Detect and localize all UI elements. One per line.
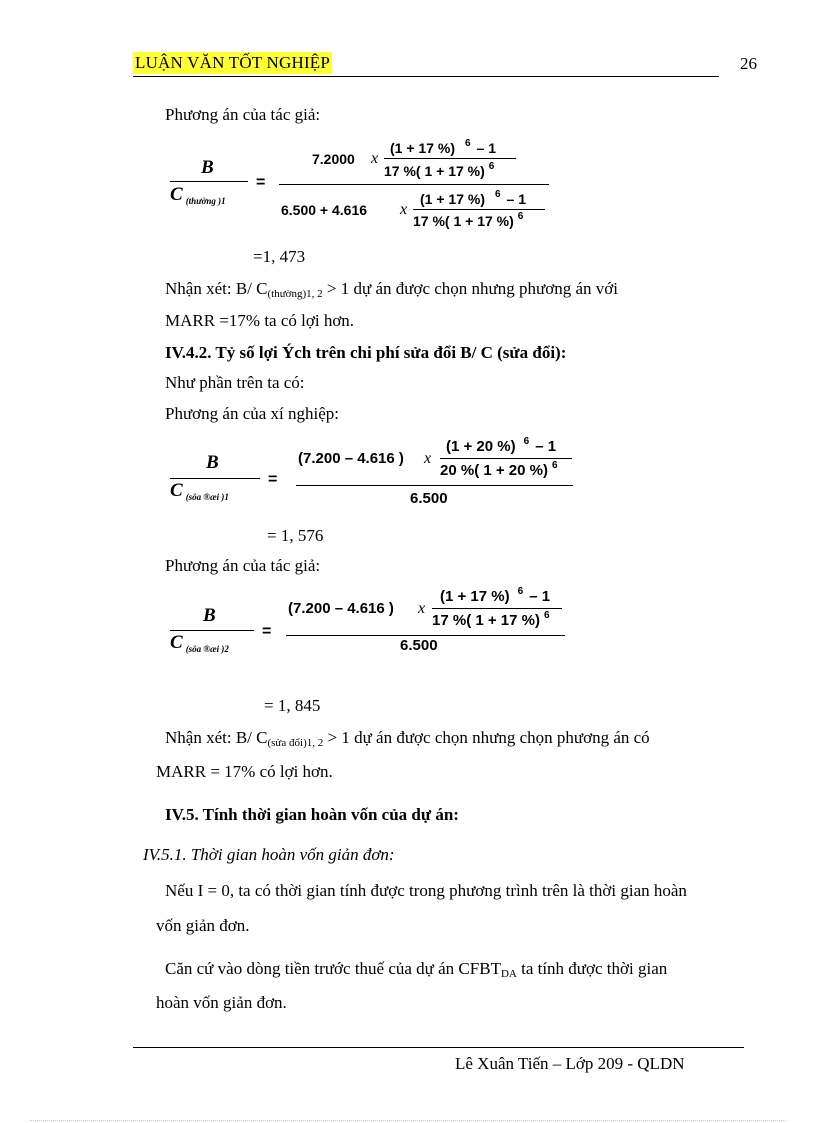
paragraph-2-line-1: Căn cứ vào dòng tiền trước thuế của dự án $CFBT_{DA}$ ta tính được thời gian — [165, 959, 668, 980]
eq2-lead: (7.200 – 4.616 ) — [298, 450, 404, 467]
author-option-label-2: Phương án của tác giả: — [165, 556, 321, 575]
page-edge-dashed-line — [30, 1120, 786, 1121]
remark-1-line-1: Nhận xét: B/ $C_{(thường)1, 2} > 1$ dự án được chọn nhưng phương án với — [165, 279, 618, 300]
as-above-text: Như phần trên ta có: — [165, 373, 305, 392]
remark-2-line-2: MARR = 17% có lợi hơn. — [156, 762, 333, 781]
eq3-inner-bar — [432, 608, 562, 609]
eq1-equals: = — [256, 174, 266, 191]
eq3-denominator: 6.500 — [400, 637, 438, 654]
eq3-frac-den: 17 %( 1 + 17 %) $^6$ — [432, 610, 550, 629]
eq2-inner-bar — [440, 458, 572, 459]
result-2: = 1, 576 — [267, 526, 324, 545]
section-heading-4-5: IV.5. Tính thời gian hoàn vốn của dự án: — [165, 805, 459, 824]
result-1: =1, 473 — [253, 247, 306, 266]
eq1-den-lead: 6.500 + 4.616 — [281, 202, 368, 218]
section-heading-4-5-1: IV.5.1. Thời gian hoàn vốn giản đơn: — [143, 845, 395, 864]
eq1-lhs-numerator: B — [201, 157, 214, 178]
eq1-lhs-fraction-bar — [170, 181, 248, 182]
paragraph-1-line-2: vốn giản đơn. — [156, 916, 250, 935]
enterprise-option-label: Phương án của xí nghiệp: — [165, 404, 340, 423]
eq3-main-fraction-bar — [286, 635, 565, 636]
eq1-lhs-denominator: C $_{(thường )1}$ — [170, 184, 226, 206]
eq1-num-coef: 7.2000 — [312, 151, 355, 167]
author-option-label-1: Phương án của tác giả: — [165, 105, 321, 124]
eq1-num-times: x — [371, 150, 379, 167]
header-title: LUẬN VĂN TỐT NGHIỆP — [135, 53, 331, 72]
eq3-lead: (7.200 – 4.616 ) — [288, 600, 394, 617]
eq2-equals: = — [268, 471, 278, 488]
header-rule — [133, 76, 719, 77]
eq2-times: x — [424, 450, 432, 467]
remark-1-line-2: MARR =17% ta có lợi hơn. — [165, 311, 355, 330]
eq2-main-fraction-bar — [296, 485, 573, 486]
paragraph-1-line-1: Nếu I = 0, ta có thời gian tính được trong phương trình trên là thời gian hoàn — [165, 881, 687, 900]
eq1-den-frac-den: 17 %( 1 + 17 %) $^6$ — [413, 211, 524, 229]
eq2-frac-den: 20 %( 1 + 20 %) $^6$ — [440, 460, 558, 479]
eq1-den-frac-num: (1 + 17 %) $^6$ – 1 — [420, 189, 527, 207]
eq3-lhs-numerator: B — [203, 605, 216, 626]
eq3-frac-num: (1 + 17 %) $^6$ – 1 — [440, 586, 551, 605]
footer-author: Lê Xuân Tiến – Lớp 209 - QLDN — [455, 1054, 685, 1073]
eq3-times: x — [418, 600, 426, 617]
eq1-den-inner-bar — [413, 209, 545, 210]
section-heading-4-4-2: IV.4.2. Tỷ số lợi Ých trên chi phí sửa đổi B/ C (sửa đổi): — [165, 343, 567, 362]
eq3-equals: = — [262, 623, 272, 640]
eq1-main-fraction-bar — [279, 184, 549, 185]
eq2-denominator: 6.500 — [410, 490, 448, 507]
eq2-lhs-numerator: B — [206, 452, 219, 473]
eq1-num-frac-num: (1 + 17 %) $^6$ – 1 — [390, 138, 497, 156]
eq2-frac-num: (1 + 20 %) $^6$ – 1 — [446, 436, 557, 455]
eq1-num-frac-den: 17 %( 1 + 17 %) $^6$ — [384, 161, 495, 179]
page-number: 26 — [740, 54, 757, 73]
footer-rule — [133, 1047, 744, 1048]
eq1-num-inner-bar — [384, 158, 516, 159]
eq1-den-times: x — [400, 201, 408, 218]
eq2-lhs-fraction-bar — [170, 478, 260, 479]
paragraph-2-line-2: hoàn vốn giản đơn. — [156, 993, 287, 1012]
eq2-lhs-denominator: C $_{(söa ®æi )1}$ — [170, 480, 229, 502]
eq3-lhs-denominator: C $_{(söa ®æi )2}$ — [170, 632, 229, 654]
eq3-lhs-fraction-bar — [170, 630, 254, 631]
result-3: = 1, 845 — [264, 696, 321, 715]
remark-2-line-1: Nhận xét: B/ $C_{(sửa đổi)1, 2} > 1$ dự án được chọn nhưng chọn phương án có — [165, 728, 650, 749]
